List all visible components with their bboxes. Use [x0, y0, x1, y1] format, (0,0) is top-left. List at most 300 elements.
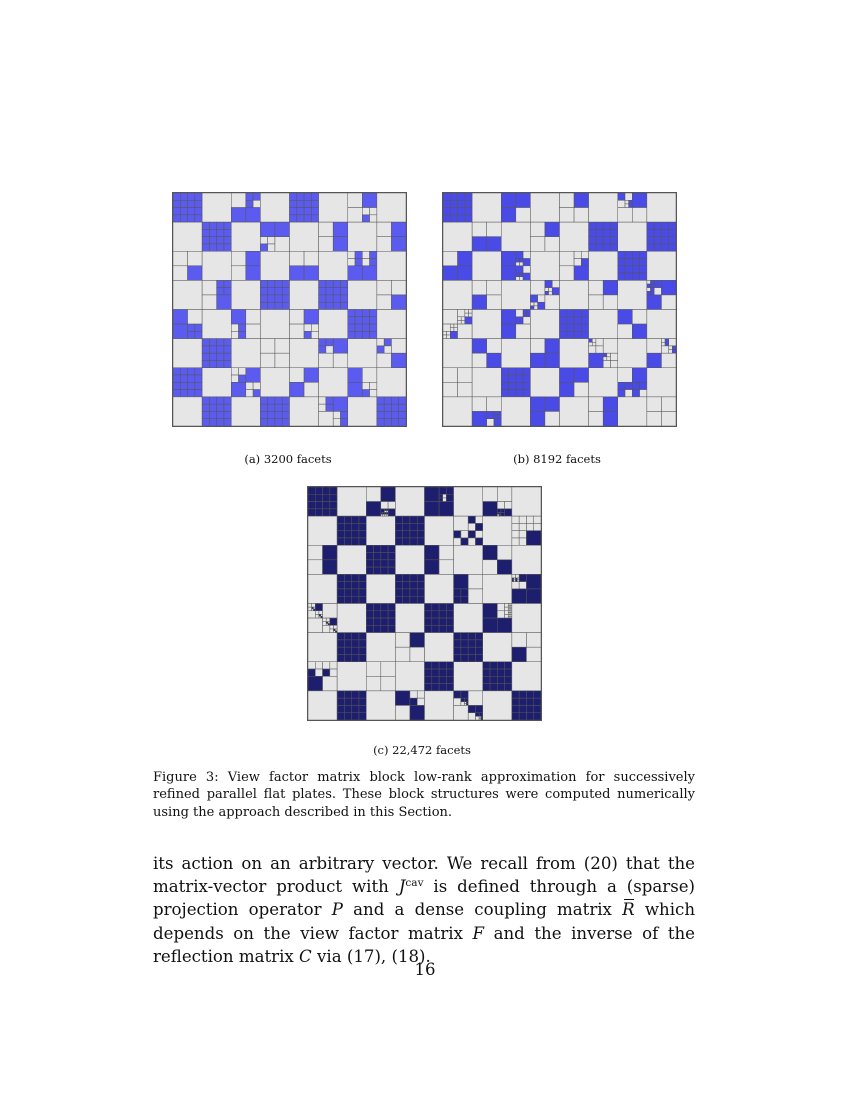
- low-rank-block: [487, 419, 494, 426]
- dense-block: [344, 582, 351, 589]
- dense-block: [450, 200, 457, 207]
- dense-block: [519, 273, 523, 277]
- low-rank-block: [661, 397, 676, 412]
- dense-block: [384, 339, 391, 346]
- low-rank-block: [618, 324, 633, 339]
- dense-block: [498, 411, 502, 415]
- dense-block: [308, 669, 315, 676]
- dense-block: [632, 273, 639, 280]
- low-rank-block: [362, 208, 369, 215]
- dense-block: [468, 640, 475, 647]
- low-rank-block: [173, 251, 188, 266]
- dense-block: [526, 705, 533, 712]
- dense-block: [173, 382, 180, 389]
- dense-block: [654, 229, 661, 236]
- dense-block: [381, 611, 388, 618]
- dense-block: [275, 397, 282, 404]
- low-rank-block: [323, 618, 327, 622]
- dense-block: [432, 684, 439, 691]
- dense-block: [202, 339, 209, 346]
- symbol-p: P: [331, 900, 343, 920]
- low-rank-block: [505, 611, 509, 615]
- low-rank-block: [173, 339, 202, 368]
- dense-block: [530, 353, 545, 368]
- dense-block: [526, 698, 533, 705]
- low-rank-block: [479, 716, 481, 718]
- dense-block: [669, 237, 676, 244]
- low-rank-block: [560, 339, 589, 368]
- dense-block: [417, 589, 424, 596]
- dense-block: [410, 589, 417, 596]
- low-rank-block: [330, 625, 334, 629]
- low-rank-block: [516, 262, 520, 266]
- low-rank-block: [308, 662, 315, 669]
- dense-block: [454, 596, 461, 603]
- dense-block: [505, 676, 512, 683]
- dense-block: [461, 538, 468, 545]
- dense-block: [603, 244, 610, 251]
- low-rank-block: [231, 266, 246, 281]
- dense-block: [534, 705, 541, 712]
- low-rank-block: [386, 511, 388, 513]
- low-rank-block: [508, 609, 510, 611]
- dense-block: [348, 310, 355, 317]
- dense-block: [304, 266, 319, 281]
- low-rank-block: [505, 604, 509, 608]
- low-rank-block: [530, 280, 545, 295]
- low-rank-block: [362, 251, 369, 258]
- dense-block: [501, 382, 508, 389]
- low-rank-block: [454, 516, 469, 531]
- low-rank-block: [308, 611, 315, 618]
- dense-block: [384, 512, 386, 514]
- low-rank-block: [497, 487, 512, 502]
- dense-block: [475, 523, 482, 530]
- low-rank-block: [319, 310, 348, 339]
- dense-block: [348, 331, 355, 338]
- dense-block: [304, 215, 311, 222]
- dense-block: [439, 502, 454, 517]
- low-rank-block: [260, 368, 289, 397]
- low-rank-block: [512, 582, 519, 589]
- dense-block: [308, 494, 315, 501]
- dense-block: [501, 193, 516, 208]
- low-rank-block: [530, 251, 559, 280]
- low-rank-block: [443, 397, 472, 426]
- dense-block: [355, 331, 362, 338]
- body-text-2: is defined through a (sparse) projection operator: [153, 877, 696, 920]
- dense-block: [282, 295, 289, 302]
- dense-block: [410, 531, 417, 538]
- dense-block: [494, 411, 498, 415]
- dense-block: [465, 215, 472, 222]
- dense-block: [335, 631, 337, 633]
- low-rank-block: [202, 193, 231, 222]
- dense-block: [461, 596, 468, 603]
- dense-block: [632, 368, 647, 383]
- dense-block: [625, 251, 632, 258]
- dense-block: [560, 331, 567, 338]
- dense-block: [344, 698, 351, 705]
- dense-block: [481, 716, 483, 718]
- dense-block: [297, 200, 304, 207]
- dense-block: [499, 512, 501, 514]
- dense-block: [458, 200, 465, 207]
- dense-block: [333, 222, 348, 237]
- dense-block: [498, 415, 502, 419]
- dense-block: [526, 574, 541, 589]
- dense-block: [446, 494, 453, 501]
- dense-block: [647, 353, 662, 368]
- dense-block: [209, 353, 216, 360]
- dense-block: [516, 368, 523, 375]
- dense-block: [337, 589, 344, 596]
- dense-block: [499, 514, 501, 516]
- dense-block: [224, 237, 231, 244]
- low-rank-block: [454, 538, 461, 545]
- dense-block: [224, 397, 231, 404]
- low-rank-block: [516, 574, 520, 578]
- low-rank-block: [443, 310, 458, 325]
- low-rank-block: [443, 382, 458, 397]
- dense-block: [337, 640, 344, 647]
- dense-block: [403, 516, 410, 523]
- dense-block: [538, 302, 545, 309]
- low-rank-block: [516, 208, 531, 223]
- low-rank-block: [487, 280, 502, 295]
- dense-block: [497, 512, 499, 514]
- low-rank-block: [370, 208, 377, 215]
- low-rank-block: [231, 251, 246, 266]
- dense-block: [439, 662, 446, 669]
- dense-block: [603, 353, 607, 357]
- dense-block: [589, 244, 596, 251]
- dense-block: [217, 419, 224, 426]
- dense-block: [516, 578, 518, 580]
- dense-block: [337, 516, 344, 523]
- dense-block: [362, 310, 369, 317]
- dense-block: [260, 302, 267, 309]
- dense-block: [410, 582, 417, 589]
- dense-block: [374, 567, 381, 574]
- low-rank-block: [388, 502, 395, 509]
- dense-block: [475, 640, 482, 647]
- low-rank-block: [391, 339, 406, 354]
- dense-block: [188, 215, 195, 222]
- dense-block: [384, 404, 391, 411]
- dense-block: [366, 502, 381, 517]
- dense-block: [319, 280, 326, 287]
- dense-block: [603, 397, 618, 412]
- dense-block: [173, 215, 180, 222]
- dense-block: [362, 193, 377, 208]
- low-rank-block: [510, 605, 512, 607]
- low-rank-block: [246, 390, 253, 397]
- low-rank-block: [290, 222, 319, 251]
- low-rank-block: [366, 574, 395, 603]
- dense-block: [352, 523, 359, 530]
- low-rank-block: [625, 390, 632, 397]
- low-rank-block: [173, 280, 202, 309]
- dense-block: [632, 259, 639, 266]
- dense-block: [180, 193, 187, 200]
- low-rank-block: [417, 691, 424, 698]
- dense-block: [319, 339, 326, 346]
- dense-block: [246, 251, 261, 266]
- low-rank-block: [362, 368, 377, 383]
- dense-block: [399, 404, 406, 411]
- low-rank-block: [512, 662, 541, 691]
- dense-block: [348, 368, 363, 383]
- low-rank-block: [454, 705, 469, 720]
- low-rank-block: [443, 335, 447, 339]
- dense-block: [344, 647, 351, 654]
- low-rank-block: [516, 310, 523, 317]
- low-rank-block: [607, 357, 611, 361]
- dense-block: [523, 259, 530, 266]
- low-rank-block: [348, 251, 355, 258]
- dense-block: [494, 415, 498, 419]
- dense-block: [224, 404, 231, 411]
- low-rank-block: [519, 523, 526, 530]
- dense-block: [446, 662, 453, 669]
- dense-block: [610, 229, 617, 236]
- dense-block: [458, 215, 465, 222]
- dense-block: [501, 324, 516, 339]
- dense-block: [195, 331, 202, 338]
- dense-block: [567, 331, 574, 338]
- low-rank-block: [592, 339, 596, 343]
- low-rank-block: [505, 607, 509, 611]
- low-rank-block: [246, 310, 261, 325]
- dense-block: [512, 691, 519, 698]
- dense-block: [465, 698, 469, 702]
- dense-block: [512, 647, 527, 662]
- dense-block: [209, 237, 216, 244]
- low-rank-block: [632, 310, 647, 325]
- low-rank-block: [333, 353, 348, 368]
- dense-block: [202, 353, 209, 360]
- dense-block: [461, 654, 468, 661]
- dense-block: [530, 295, 537, 302]
- dense-block: [323, 669, 330, 676]
- dense-block: [319, 295, 326, 302]
- low-rank-block: [603, 357, 607, 361]
- low-rank-block: [395, 705, 410, 720]
- dense-block: [344, 633, 351, 640]
- low-rank-block: [337, 662, 366, 691]
- low-rank-block: [475, 516, 482, 523]
- dense-block: [468, 516, 475, 523]
- dense-block: [374, 560, 381, 567]
- low-rank-block: [304, 251, 319, 266]
- low-rank-block: [443, 251, 458, 266]
- low-rank-block: [454, 698, 461, 705]
- dense-block: [344, 713, 351, 720]
- dense-block: [661, 244, 668, 251]
- dense-block: [391, 295, 406, 310]
- low-rank-block: [472, 280, 487, 295]
- low-rank-block: [618, 397, 647, 426]
- low-rank-block: [669, 339, 676, 346]
- low-rank-block: [454, 324, 458, 328]
- dense-block: [479, 713, 483, 717]
- low-rank-block: [447, 335, 451, 339]
- low-rank-block: [311, 324, 318, 331]
- low-rank-block: [534, 306, 538, 310]
- dense-block: [352, 538, 359, 545]
- dense-block: [632, 266, 639, 273]
- dense-block: [359, 640, 366, 647]
- low-rank-block: [377, 251, 406, 280]
- dense-block: [432, 669, 439, 676]
- low-rank-block: [377, 339, 384, 346]
- dense-block: [333, 397, 348, 412]
- dense-block: [359, 523, 366, 530]
- low-rank-block: [188, 310, 203, 325]
- dense-block: [454, 647, 461, 654]
- low-rank-block: [512, 487, 541, 516]
- dense-block: [647, 291, 651, 295]
- dense-block: [625, 266, 632, 273]
- low-rank-block: [443, 324, 450, 331]
- dense-block: [381, 625, 388, 632]
- low-rank-block: [381, 676, 396, 691]
- dense-block: [311, 200, 318, 207]
- low-rank-block: [253, 200, 260, 207]
- low-rank-block: [173, 222, 202, 251]
- dense-block: [417, 574, 424, 581]
- dense-block: [475, 713, 479, 717]
- low-rank-block: [505, 502, 512, 509]
- dense-block: [388, 625, 395, 632]
- dense-block: [304, 331, 311, 338]
- low-rank-block: [410, 647, 425, 662]
- dense-block: [311, 208, 318, 215]
- low-rank-block: [618, 222, 647, 251]
- dense-block: [509, 375, 516, 382]
- dense-block: [224, 280, 231, 287]
- dense-block: [519, 698, 526, 705]
- dense-block: [202, 411, 209, 418]
- dense-block: [337, 691, 344, 698]
- low-rank-block: [530, 368, 559, 397]
- dense-block: [526, 713, 533, 720]
- dense-block: [640, 266, 647, 273]
- dense-block: [344, 516, 351, 523]
- low-rank-block: [348, 339, 377, 368]
- dense-block: [461, 698, 465, 702]
- low-rank-block: [370, 382, 377, 389]
- dense-block: [560, 310, 567, 317]
- dense-block: [275, 302, 282, 309]
- low-rank-block: [465, 704, 467, 706]
- dense-block: [395, 538, 402, 545]
- low-rank-block: [510, 607, 512, 609]
- dense-block: [366, 618, 373, 625]
- dense-block: [313, 609, 315, 611]
- low-rank-block: [381, 514, 383, 516]
- low-rank-block: [366, 691, 395, 720]
- low-rank-block: [465, 702, 467, 704]
- low-rank-block: [308, 516, 337, 545]
- dense-block: [209, 411, 216, 418]
- dense-block: [344, 574, 351, 581]
- low-rank-block: [386, 514, 388, 516]
- dense-block: [391, 404, 398, 411]
- low-rank-block: [560, 208, 575, 223]
- dense-block: [246, 208, 261, 223]
- dense-block: [268, 280, 275, 287]
- low-rank-block: [497, 514, 499, 516]
- low-rank-block: [545, 288, 549, 292]
- dense-block: [352, 516, 359, 523]
- dense-block: [180, 208, 187, 215]
- low-rank-block: [268, 237, 275, 244]
- dense-block: [366, 625, 373, 632]
- low-rank-block: [510, 604, 512, 606]
- dense-block: [647, 295, 662, 310]
- dense-block: [340, 280, 347, 287]
- dense-block: [534, 698, 541, 705]
- dense-block: [362, 266, 377, 281]
- dense-block: [330, 487, 337, 494]
- dense-block: [337, 574, 344, 581]
- dense-block: [618, 390, 625, 397]
- dense-block: [202, 397, 209, 404]
- dense-block: [337, 647, 344, 654]
- low-rank-block: [333, 419, 340, 426]
- dense-block: [370, 331, 377, 338]
- dense-block: [209, 397, 216, 404]
- dense-block: [366, 545, 373, 552]
- dense-block: [417, 596, 424, 603]
- dense-block: [224, 288, 231, 295]
- dense-block: [304, 310, 319, 325]
- dense-block: [330, 509, 337, 516]
- dense-block: [483, 676, 490, 683]
- dense-block: [355, 324, 362, 331]
- dense-block: [632, 324, 647, 339]
- dense-block: [443, 200, 450, 207]
- dense-block: [439, 618, 446, 625]
- low-rank-block: [231, 368, 238, 375]
- dense-block: [625, 382, 632, 389]
- dense-block: [388, 567, 395, 574]
- low-rank-block: [202, 310, 231, 339]
- symbol-j: J: [398, 877, 406, 897]
- dense-block: [352, 596, 359, 603]
- dense-block: [195, 215, 202, 222]
- low-rank-block: [516, 277, 520, 281]
- low-rank-block: [512, 523, 519, 530]
- low-rank-block: [326, 346, 333, 353]
- dense-block: [527, 310, 531, 314]
- low-rank-block: [308, 545, 323, 560]
- dense-block: [512, 705, 519, 712]
- dense-block: [439, 498, 443, 502]
- dense-block: [188, 375, 195, 382]
- dense-block: [560, 368, 575, 383]
- dense-block: [326, 288, 333, 295]
- dense-block: [362, 390, 369, 397]
- dense-block: [395, 596, 402, 603]
- dense-block: [458, 251, 473, 266]
- dense-block: [403, 531, 410, 538]
- low-rank-block: [519, 531, 526, 538]
- dense-block: [239, 324, 246, 331]
- low-rank-block: [530, 193, 559, 222]
